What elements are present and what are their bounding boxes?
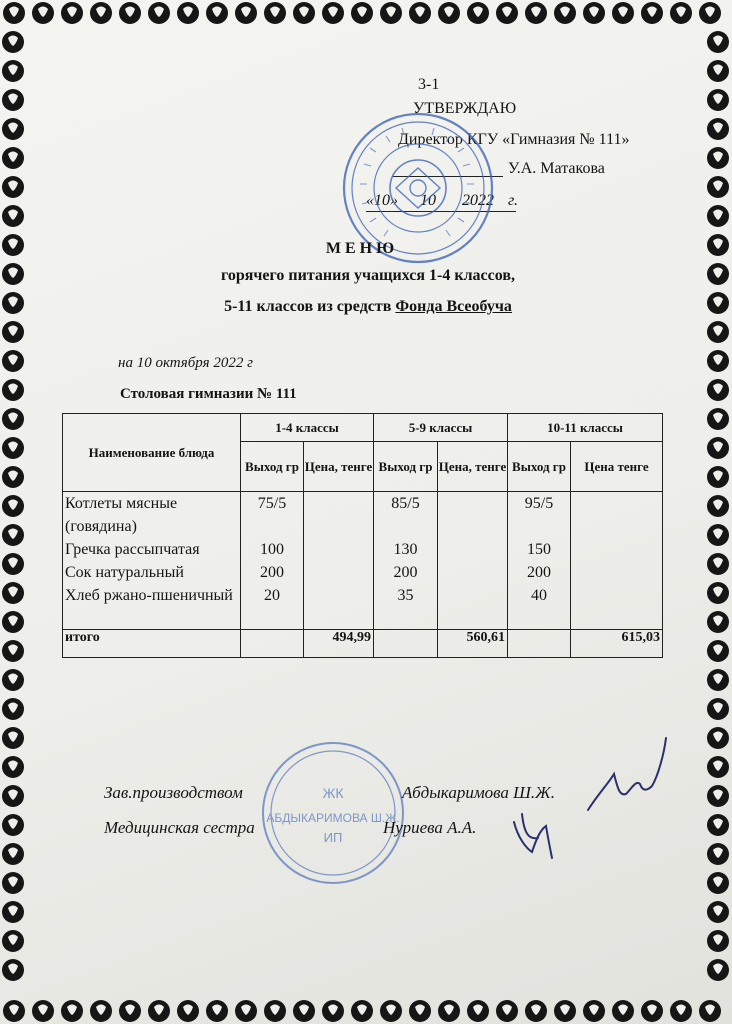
border-motif: [707, 582, 729, 604]
border-motif: [2, 31, 24, 53]
border-motif: [707, 205, 729, 227]
border-motif: [2, 321, 24, 343]
handwritten-signature-2: [508, 808, 558, 864]
yield-value: 130: [393, 541, 418, 558]
border-motif: [438, 1000, 460, 1022]
border-motif: [293, 1000, 315, 1022]
border-motif: [707, 930, 729, 952]
signature-role-1: Зав.производством: [104, 783, 243, 802]
dish-name: Сок натуральный: [65, 564, 184, 581]
border-motif: [2, 524, 24, 546]
border-motif: [2, 205, 24, 227]
border-motif: [707, 60, 729, 82]
border-motif: [670, 2, 692, 24]
border-motif: [206, 1000, 228, 1022]
border-motif: [707, 176, 729, 198]
menu-subtitle-line2: [2, 298, 732, 316]
border-motif: [264, 2, 286, 24]
canteen-name: Столовая гимназии № 111: [120, 386, 297, 402]
border-motif: [707, 437, 729, 459]
border-motif: [2, 959, 24, 981]
border-motif: [90, 2, 112, 24]
approval-heading: УТВЕРЖДАЮ: [413, 100, 517, 117]
border-motif: [641, 2, 663, 24]
border-motif: [707, 31, 729, 53]
border-motif: [2, 553, 24, 575]
border-motif: [2, 60, 24, 82]
border-motif: [707, 466, 729, 488]
stamp-text-line2: АБДЫКАРИМОВА Ш.Ж.: [266, 811, 400, 825]
total-value-3: 615,03: [571, 630, 663, 658]
border-motif: [707, 147, 729, 169]
border-motif: [707, 379, 729, 401]
menu-date: на 10 октября 2022 г: [118, 355, 253, 371]
yield-value: 95/5: [524, 495, 554, 512]
border-motif: [583, 1000, 605, 1022]
approval-signature-name: У.А. Матакова: [508, 160, 605, 177]
border-motif: [707, 669, 729, 691]
border-motif: [554, 2, 576, 24]
border-motif: [496, 1000, 518, 1022]
border-motif: [2, 437, 24, 459]
border-motif: [61, 1000, 83, 1022]
sub-header-price-3: Цена тенге: [571, 442, 663, 492]
border-motif: [351, 2, 373, 24]
border-motif: [467, 2, 489, 24]
border-motif: [2, 785, 24, 807]
border-motif: [322, 2, 344, 24]
total-empty-2: [374, 630, 438, 658]
border-motif: [61, 2, 83, 24]
border-motif: [177, 1000, 199, 1022]
sub-header-yield-2: Выход гр: [374, 442, 438, 492]
border-motif: [2, 756, 24, 778]
border-motif: [612, 2, 634, 24]
yield-value: 85/5: [391, 495, 420, 512]
border-motif: [2, 930, 24, 952]
border-motif: [2, 669, 24, 691]
border-motif: [707, 785, 729, 807]
border-motif: [2, 872, 24, 894]
total-value-2: 560,61: [438, 630, 508, 658]
dish-name: Гречка рассыпчатая: [65, 541, 200, 558]
border-motif: [2, 901, 24, 923]
yield-value: 200: [393, 564, 418, 581]
group-header-3: 10-11 классы: [508, 414, 663, 442]
border-motif: [2, 698, 24, 720]
group-header-1: 1-4 классы: [241, 414, 374, 442]
border-motif: [2, 408, 24, 430]
border-motif: [206, 2, 228, 24]
border-motif: [2, 379, 24, 401]
signature-name-2: Нуриева А.А.: [383, 818, 477, 837]
border-motif: [707, 901, 729, 923]
border-motif: [707, 872, 729, 894]
border-motif: [525, 1000, 547, 1022]
fund-name: Фонда Всеобуча: [395, 298, 512, 315]
menu-title: М Е Н Ю: [325, 240, 395, 257]
price-cell-1: [304, 492, 374, 630]
border-motif: [707, 640, 729, 662]
border-motif: [264, 1000, 286, 1022]
price-cell-3: [571, 492, 663, 630]
border-motif: [235, 1000, 257, 1022]
signature-role-2: Медицинская сестра: [104, 818, 255, 837]
border-motif: [119, 2, 141, 24]
document-number: 3-1: [418, 76, 440, 93]
yield-cell-3: [508, 492, 571, 630]
border-motif: [2, 727, 24, 749]
table-row: [63, 492, 663, 630]
border-motif: [2, 176, 24, 198]
sub-header-yield-1: Выход гр: [241, 442, 304, 492]
border-motif: [467, 1000, 489, 1022]
border-motif: [707, 843, 729, 865]
menu-subtitle-line1: горячего питания учащихся 1-4 классов,: [220, 267, 515, 284]
border-motif: [707, 321, 729, 343]
dish-list-cell: [63, 492, 241, 630]
yield-cell-1: [241, 492, 304, 630]
border-motif: [235, 2, 257, 24]
yield-value: 200: [260, 564, 284, 581]
border-motif: [119, 1000, 141, 1022]
border-motif: [293, 2, 315, 24]
border-motif: [380, 1000, 402, 1022]
border-motif: [380, 2, 402, 24]
sub-header-price-2: Цена, тенге: [438, 442, 508, 492]
group-header-2: 5-9 классы: [374, 414, 508, 442]
border-motif: [670, 1000, 692, 1022]
yield-value: 20: [264, 587, 280, 604]
border-motif: [699, 2, 721, 24]
sub-header-price-1: Цена, тенге: [304, 442, 374, 492]
border-motif: [2, 640, 24, 662]
date-close: »: [390, 192, 398, 209]
yield-cell-2: [374, 492, 438, 630]
border-motif: [2, 582, 24, 604]
total-value-1: 494,99: [304, 630, 374, 658]
date-suffix: г.: [508, 192, 519, 209]
border-motif: [699, 1000, 721, 1022]
border-motif: [90, 1000, 112, 1022]
sub-header-yield-3: Выход гр: [508, 442, 571, 492]
border-motif: [707, 959, 729, 981]
dish-name: Хлеб ржано-пшеничный: [65, 587, 233, 604]
border-motif: [2, 814, 24, 836]
border-motif: [322, 1000, 344, 1022]
border-motif: [2, 118, 24, 140]
border-motif: [148, 1000, 170, 1022]
date-month: 10: [420, 192, 436, 209]
total-label: итого: [63, 630, 241, 658]
border-motif: [707, 814, 729, 836]
border-motif: [2, 495, 24, 517]
price-cell-2: [438, 492, 508, 630]
border-motif: [707, 611, 729, 633]
handwritten-signature-1: [580, 732, 670, 822]
border-motif: [707, 553, 729, 575]
border-motif: [707, 698, 729, 720]
border-motif: [409, 2, 431, 24]
border-motif: [2, 350, 24, 372]
dish-name: Котлеты мясные (говядина): [65, 495, 178, 535]
yield-value: 35: [397, 587, 414, 604]
yield-value: 75/5: [257, 495, 287, 512]
border-motif: [554, 1000, 576, 1022]
yield-value: 200: [527, 564, 551, 581]
border-motif: [707, 495, 729, 517]
menu-table: [62, 413, 663, 658]
border-motif: [148, 2, 170, 24]
border-motif: [2, 466, 24, 488]
border-motif: [707, 524, 729, 546]
border-motif: [707, 350, 729, 372]
border-motif: [32, 2, 54, 24]
border-motif: [707, 89, 729, 111]
border-motif: [351, 1000, 373, 1022]
border-motif: [2, 89, 24, 111]
yield-value: 100: [260, 541, 284, 558]
border-motif: [641, 1000, 663, 1022]
approval-position: Директор КГУ «Гимназия № 111»: [398, 131, 630, 148]
yield-value: 150: [527, 541, 551, 558]
border-motif: [707, 756, 729, 778]
round-stamp-bottom: [258, 738, 408, 888]
border-motif: [707, 727, 729, 749]
border-motif: [583, 2, 605, 24]
border-motif: [2, 611, 24, 633]
border-motif: [409, 1000, 431, 1022]
subtitle-prefix: 5-11 классов из средств: [224, 298, 396, 315]
border-motif: [2, 147, 24, 169]
border-motif: [496, 2, 518, 24]
border-motif: [3, 1000, 25, 1022]
border-motif: [2, 843, 24, 865]
border-motif: [438, 2, 460, 24]
stamp-text-line1: ЖК: [322, 785, 344, 801]
border-motif: [707, 118, 729, 140]
yield-value: 40: [531, 587, 547, 604]
total-empty-3: [508, 630, 571, 658]
date-open: «10: [366, 192, 390, 209]
border-motif: [525, 2, 547, 24]
dish-header: Наименование блюда: [63, 414, 241, 492]
date-year: 2022: [462, 192, 494, 209]
border-motif: [707, 408, 729, 430]
total-empty-1: [241, 630, 304, 658]
signature-name-1: Абдыкаримова Ш.Ж.: [402, 783, 555, 802]
stamp-text-line3: ИП: [323, 830, 343, 845]
border-motif: [32, 1000, 54, 1022]
border-motif: [612, 1000, 634, 1022]
border-motif: [177, 2, 199, 24]
border-motif: [3, 2, 25, 24]
total-row: [63, 630, 663, 658]
